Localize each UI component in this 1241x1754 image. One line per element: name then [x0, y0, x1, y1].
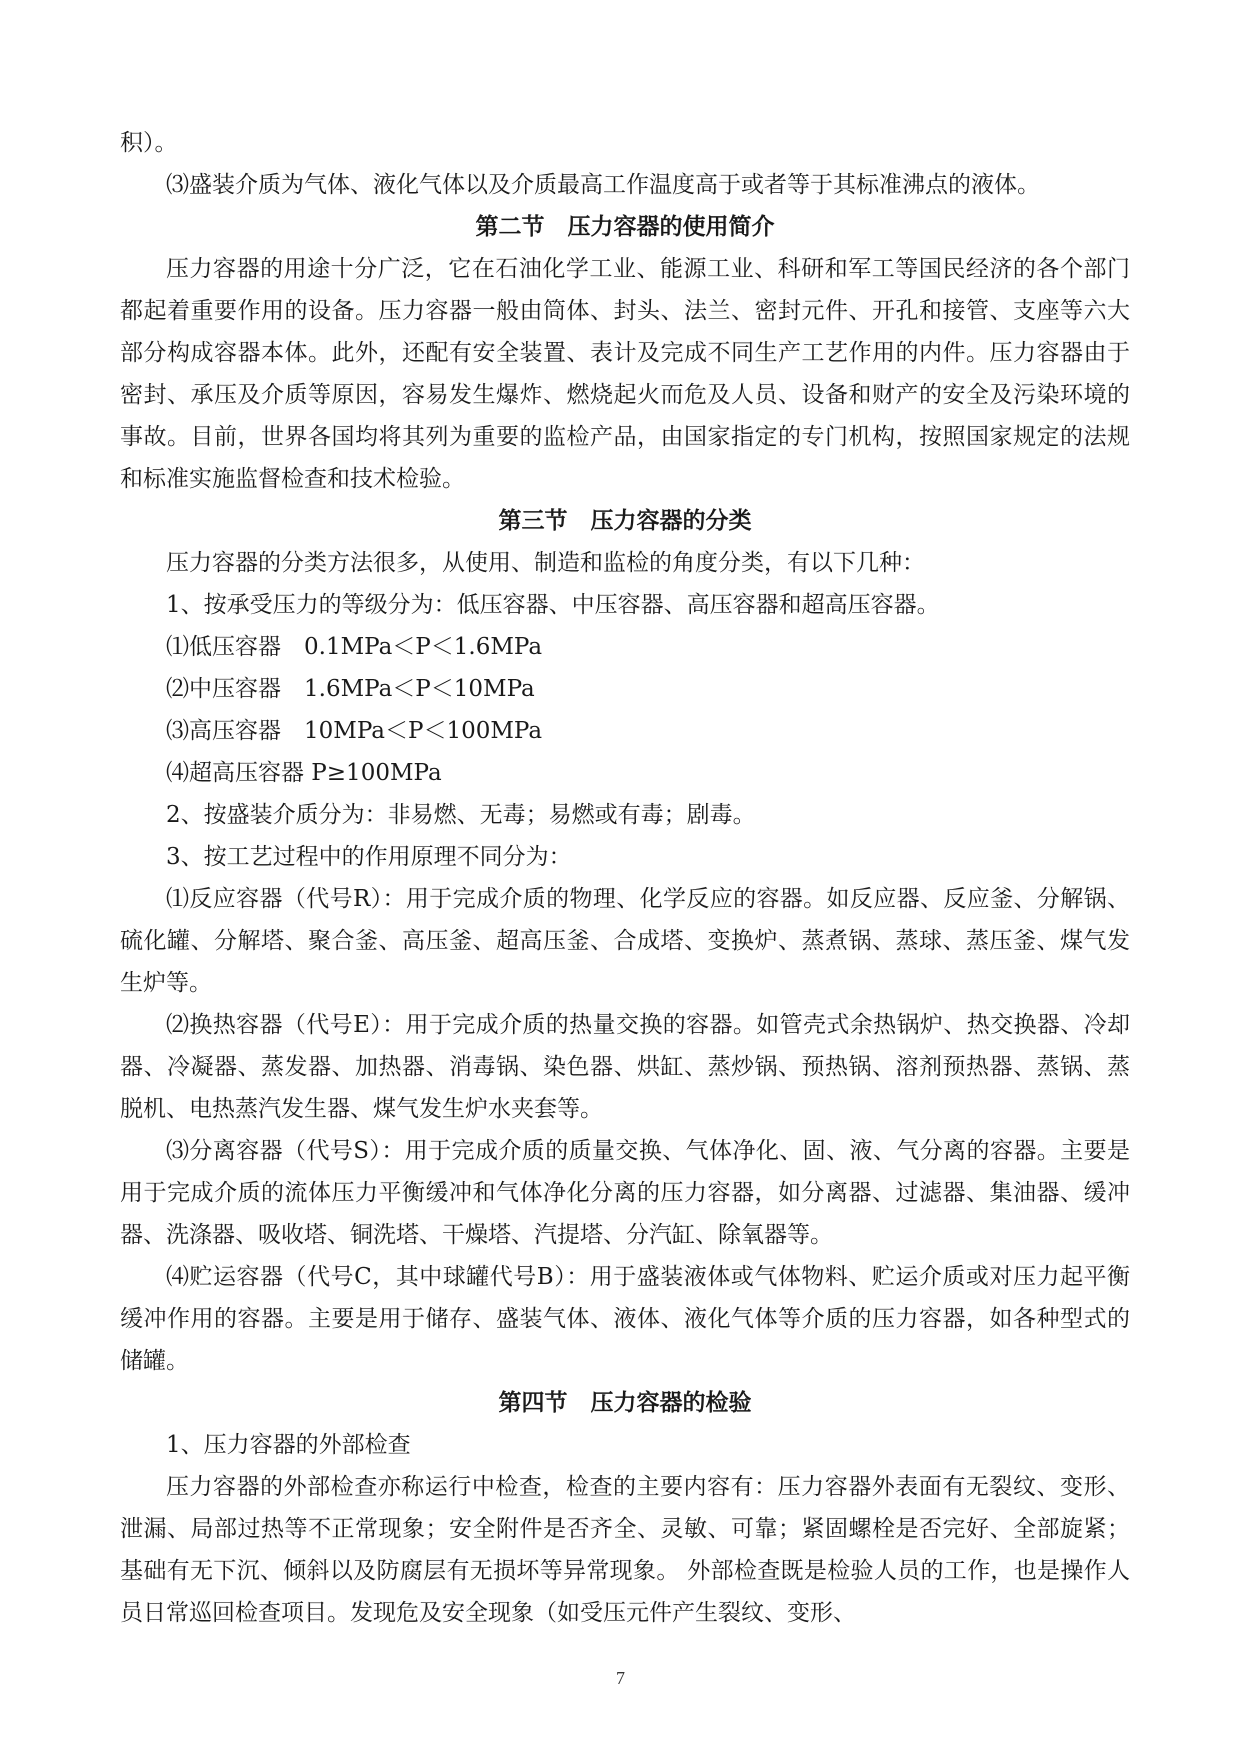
external-inspection-paragraph: 压力容器的外部检查亦称运行中检查，检查的主要内容有：压力容器外表面有无裂纹、变形、泄漏、局部过热等不正常现象；安全附件是否齐全、灵敏、可靠；紧固螺栓是否完好、全部旋紧；基础有无下沉、倾斜以及防腐层有无损坏等异常现象。 外部检查既是检验人员的工作，也是操作人员日常巡回检查项目。发现危及安全现象（如受压元件产生裂纹、变形、 — [120, 1474, 1130, 1626]
separation-vessel-paragraph: ⑶分离容器（代号S）：用于完成介质的质量交换、气体净化、固、液、气分离的容器。主要是用于完成介质的流体压力平衡缓冲和气体净化分离的压力容器，如分离器、过滤器、集油器、缓冲器、洗涤器、吸收塔、铜洗塔、干燥塔、汽提塔、分汽缸、除氧器等。 — [120, 1138, 1130, 1248]
continuation-item-3: ⑶盛装介质为气体、液化气体以及介质最高工作温度高于或者等于其标准沸点的液体。 — [166, 172, 1040, 198]
inspection-item-1: 1、压力容器的外部检查 — [166, 1432, 411, 1458]
page-number: 7 — [616, 1668, 625, 1688]
classification-item-3: 3、按工艺过程中的作用原理不同分为： — [166, 844, 572, 870]
heat-exchange-vessel-paragraph: ⑵换热容器（代号E）：用于完成介质的热量交换的容器。如管壳式余热锅炉、热交换器、冷却器、冷凝器、蒸发器、加热器、消毒锅、染色器、烘缸、蒸炒锅、预热锅、溶剂预热器、蒸锅、蒸脱机、电热蒸汽发生器、煤气发生炉水夹套等。 — [120, 1012, 1130, 1122]
section-3-intro: 压力容器的分类方法很多，从使用、制造和监检的角度分类，有以下几种： — [166, 550, 925, 576]
section-3-heading: 第三节 压力容器的分类 — [498, 507, 752, 534]
pressure-level-medium: ⑵中压容器 1.6MPa＜P＜10MPa — [166, 676, 535, 702]
classification-item-1: 1、按承受压力的等级分为：低压容器、中压容器、高压容器和超高压容器。 — [166, 592, 940, 618]
classification-item-2: 2、按盛装介质分为：非易燃、无毒；易燃或有毒；剧毒。 — [166, 802, 756, 828]
pressure-level-low: ⑴低压容器 0.1MPa＜P＜1.6MPa — [166, 634, 543, 660]
section-2-paragraph: 压力容器的用途十分广泛，它在石油化学工业、能源工业、科研和军工等国民经济的各个部门都起着重要作用的设备。压力容器一般由筒体、封头、法兰、密封元件、开孔和接管、支座等六大部分构成容器本体。此外，还配有安全装置、表计及完成不同生产工艺作用的内件。压力容器由于密封、承压及介质等原因，容易发生爆炸、燃烧起火而危及人员、设备和财产的安全及污染环境的事故。目前，世界各国均将其列为重要的监检产品，由国家指定的专门机构，按照国家规定的法规和标准实施监督检查和技术检验。 — [120, 256, 1130, 492]
reaction-vessel-paragraph: ⑴反应容器（代号R）：用于完成介质的物理、化学反应的容器。如反应器、反应釜、分解锅、硫化罐、分解塔、聚合釜、高压釜、超高压釜、合成塔、变换炉、蒸煮锅、蒸球、蒸压釜、煤气发生炉等。 — [120, 886, 1130, 996]
pressure-level-high: ⑶高压容器 10MPa＜P＜100MPa — [166, 718, 543, 744]
section-4-heading: 第四节 压力容器的检验 — [498, 1389, 752, 1416]
pressure-level-ultra-high: ⑷超高压容器 P≥100MPa — [166, 760, 442, 786]
document-page — [120, 122, 1130, 1634]
section-2-heading: 第二节 压力容器的使用简介 — [475, 213, 775, 240]
storage-vessel-paragraph: ⑷贮运容器（代号C，其中球罐代号B）：用于盛装液体或气体物料、贮运介质或对压力起平衡缓冲作用的容器。主要是用于储存、盛装气体、液体、液化气体等介质的压力容器，如各种型式的储罐。 — [120, 1264, 1130, 1374]
continuation-line: 积）。 — [120, 130, 178, 156]
